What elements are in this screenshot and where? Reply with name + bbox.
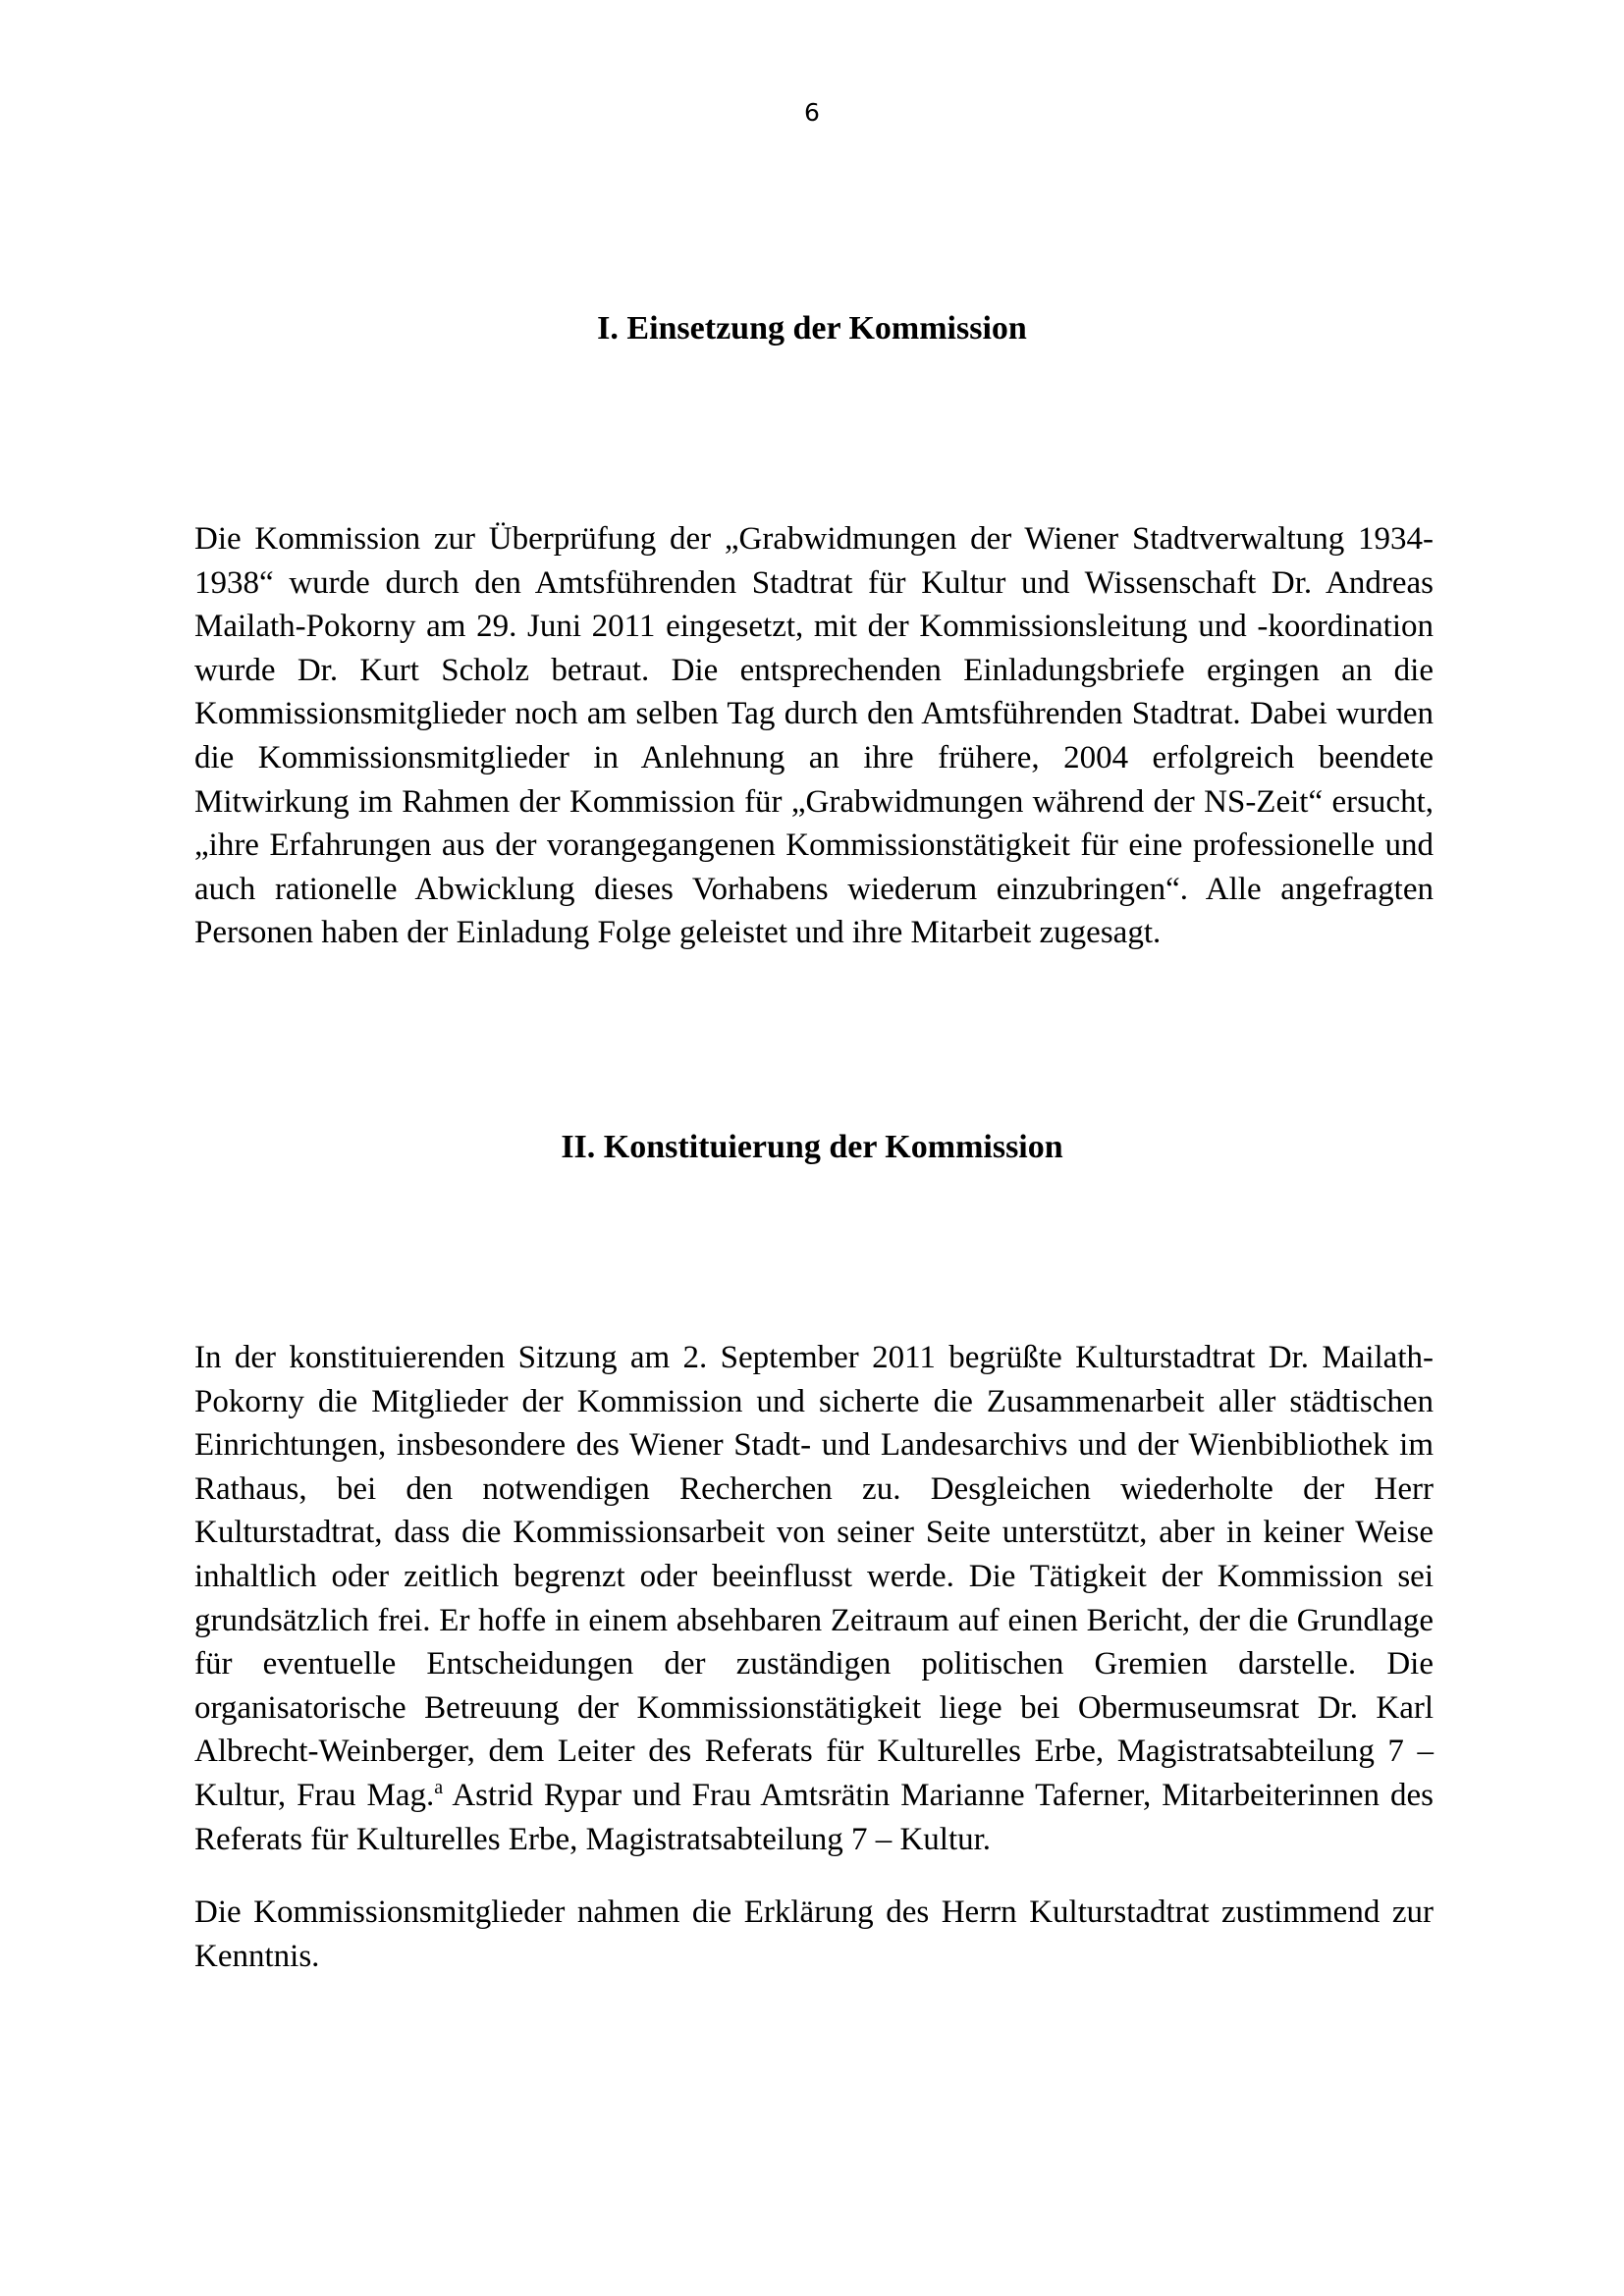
paragraph-konstituierung-text-2: Astrid Rypar und Frau Amtsrätin Marianne Taferner, Mitarbeiterinnen des Referats für Kulturelles Erbe, Magistratsabteilung 7 – Kultur. — [194, 1777, 1434, 1857]
page-number: 6 — [804, 98, 820, 127]
superscript-a: a — [434, 1776, 444, 1798]
paragraph-einsetzung: Die Kommission zur Überprüfung der „Grabwidmungen der Wiener Stadtverwaltung 1934-1938“ wurde durch den Amtsführenden Stadtrat für Kultur und Wissenschaft Dr. Andreas Mailath-Pokorny am 29. Juni 2011 eingesetzt, mit der Kommissionsleitung und -koordination wurde Dr. Kurt Scholz betraut. Die entsprechenden Einladungsbriefe ergingen an die Kommissionsmitglieder noch am selben Tag durch den Amtsführenden Stadtrat. Dabei wurden die Kommissionsmitglieder in Anlehnung an ihre frühere, 2004 erfolgreich beendete Mitwirkung im Rahmen der Kommission für „Grabwidmungen während der NS-Zeit“ ersucht, „ihre Erfahrungen aus der vorangegangenen Kommissionstätigkeit für eine professionelle und auch rationelle Abwicklung dieses Vorhabens wiederum einzubringen“. Alle angefragten Personen haben der Einladung Folge geleistet und ihre Mitarbeit zugesagt. — [194, 521, 1434, 951]
paragraph-konstituierung-text-1: In der konstituierenden Sitzung am 2. September 2011 begrüßte Kulturstadtrat Dr. Mailath-Pokorny die Mitglieder der Kommission und sicherte die Zusammenarbeit aller städtischen Einrichtungen, insbesondere des Wiener Stadt- und Landesarchivs und der Wienbibliothek im Rathaus, bei den notwendigen Recherchen zu. Desgleichen wiederholte der Herr Kulturstadtrat, dass die Kommissionsarbeit von seiner Seite unterstützt, aber in keiner Weise inhaltlich oder zeitlich begrenzt oder beeinflusst werde. Die Tätigkeit der Kommission sei grundsätzlich frei. Er hoffe in einem absehbaren Zeitraum auf einen Bericht, der die Grundlage für eventuelle Entscheidungen der zuständigen politischen Gremien darstelle. Die organisatorische Betreuung der Kommissionstätigkeit liege bei Obermuseumsrat Dr. Karl Albrecht-Weinberger, dem Leiter des Referats für Kulturelles Erbe, Magistratsabteilung 7 – Kultur, Frau Mag. — [194, 1340, 1434, 1813]
paragraph-konstituierung — [194, 1336, 1434, 1861]
paragraph-kenntnis: Die Kommissionsmitglieder nahmen die Erklärung des Herrn Kulturstadtrat zustimmend zur Kenntnis. — [194, 1895, 1434, 1974]
section-heading-einsetzung: I. Einsetzung der Kommission — [597, 310, 1027, 347]
section-heading-konstituierung: II. Konstituierung der Kommission — [561, 1129, 1063, 1165]
